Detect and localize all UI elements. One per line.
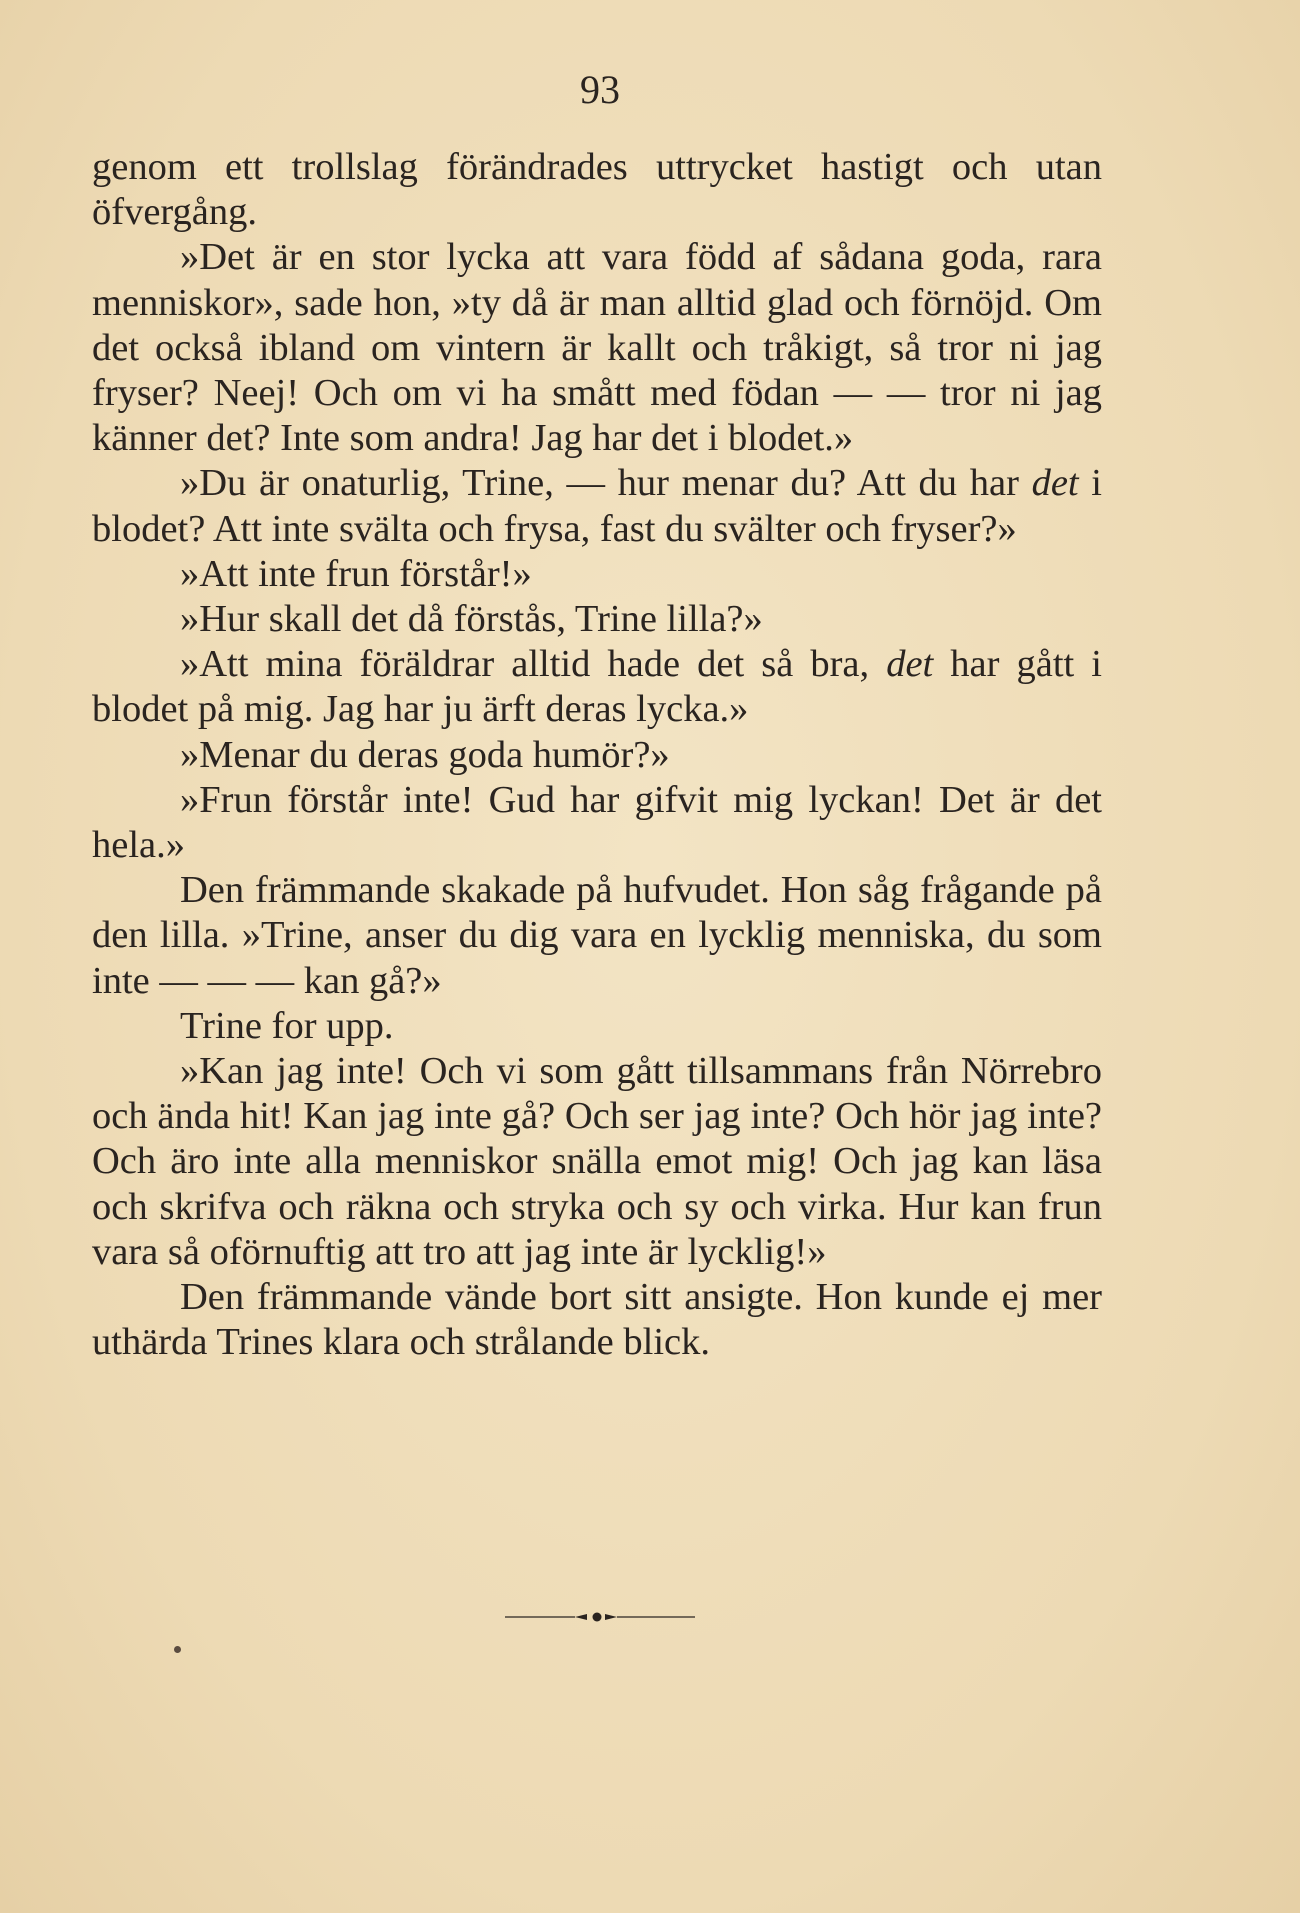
paragraph-text: »Frun förstår inte! Gud har gifvit mig lyckan! Det är det hela.»	[92, 778, 1102, 867]
paragraph-text: »Hur skall det då förstås, Trine lilla?»	[180, 598, 763, 641]
paragraph-text: har gått i blodet på mig. Jag har ju ärft deras lycka.»	[92, 643, 1102, 731]
paragraph	[92, 642, 1102, 732]
paragraph-text: Den främmande skakade på hufvudet. Hon såg frågande på den lilla. »Trine, anser du dig vara en lycklig menniska, du som inte — — — kan gå?»	[92, 869, 1102, 1002]
page-number: 93	[580, 67, 620, 112]
paragraph	[92, 1004, 1102, 1049]
ink-speck	[174, 1646, 181, 1653]
paragraph	[92, 778, 1102, 868]
end-ornament	[0, 1610, 1200, 1624]
paragraph-text: Den främmande vände bort sitt ansigte. Hon kunde ej mer uthärda Trines klara och strålande blick.	[92, 1276, 1102, 1364]
paragraph-text: »Att inte frun förstår!»	[180, 552, 532, 595]
paragraph	[92, 235, 1102, 461]
paragraph-text: »Att mina föräldrar alltid hade det så bra,	[180, 643, 887, 686]
paragraph	[92, 552, 1102, 597]
italic-text: det	[886, 643, 934, 686]
italic-text: det	[1031, 462, 1079, 505]
paragraph-text: »Menar du deras goda humör?»	[180, 733, 670, 776]
paragraph-text: Trine for upp.	[180, 1004, 394, 1047]
paragraph-text: »Du är onaturlig, Trine, — hur menar du? Att du har	[180, 462, 1032, 505]
paragraph-text: »Det är en stor lycka att vara född af sådana goda, rara menniskor», sade hon, »ty då är man alltid glad och förnöjd. Om det också ibland om vintern är kallt och tråkigt, så tror ni jag fryser? Neej! Och om vi ha smått med födan — — tror ni jag känner det? Inte som andra! Jag har det i blodet.»	[92, 236, 1102, 460]
paragraph-text: i blodet? Att inte svälta och frysa, fast du svälter och fryser?»	[92, 462, 1102, 550]
paragraph	[92, 461, 1102, 551]
paragraph	[92, 1275, 1102, 1365]
paragraph	[92, 733, 1102, 778]
paragraph	[92, 1049, 1102, 1275]
paragraph	[92, 145, 1102, 235]
body-text	[92, 145, 1102, 1365]
paragraph	[92, 868, 1102, 1004]
paragraph-text: »Kan jag inte! Och vi som gått tillsammans från Nörrebro och ända hit! Kan jag inte gå? Och ser jag inte? Och hör jag inte? Och äro inte alla menniskor snälla emot mig! Och jag kan läsa och skrifva och räkna och stryka och sy och virka. Hur kan frun vara så oförnuftig att tro att jag inte är lycklig!»	[92, 1050, 1102, 1273]
paragraph	[92, 597, 1102, 642]
paragraph-text: genom ett trollslag förändrades uttrycket hastigt och utan öfvergång.	[92, 146, 1102, 234]
